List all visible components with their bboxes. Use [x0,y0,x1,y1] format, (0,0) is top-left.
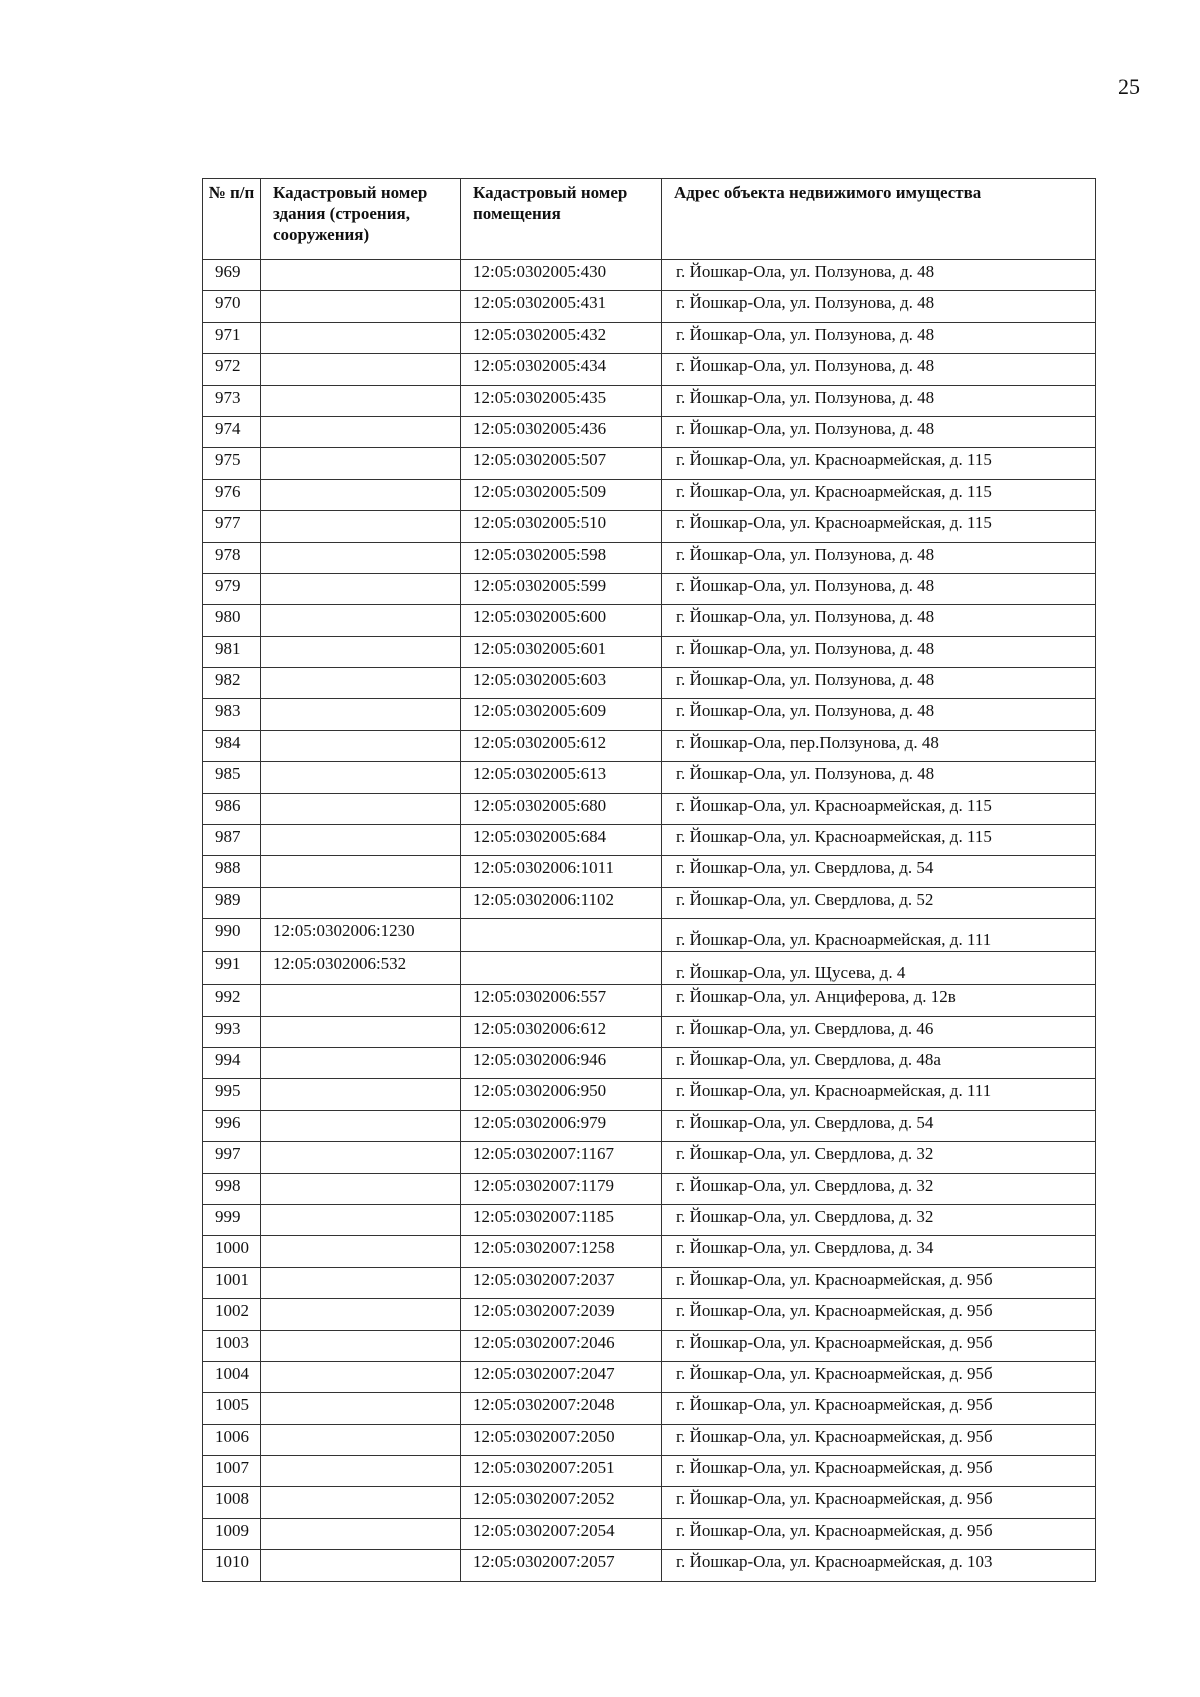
row-number: 994 [203,1047,261,1078]
object-address: г. Йошкар-Ола, ул. Красноармейская, д. 115 [662,825,1096,856]
room-cadastral-number: 12:05:0302007:2039 [461,1299,662,1330]
row-number: 983 [203,699,261,730]
room-cadastral-number: 12:05:0302005:431 [461,291,662,322]
room-cadastral-number: 12:05:0302005:612 [461,730,662,761]
object-address: г. Йошкар-Ола, ул. Красноармейская, д. 115 [662,448,1096,479]
room-cadastral-number: 12:05:0302005:510 [461,511,662,542]
building-cadastral-number [261,699,461,730]
object-address: г. Йошкар-Ола, ул. Свердлова, д. 32 [662,1142,1096,1173]
table-row [203,1424,1096,1455]
object-address: г. Йошкар-Ола, ул. Свердлова, д. 34 [662,1236,1096,1267]
object-address: г. Йошкар-Ола, пер.Ползунова, д. 48 [662,730,1096,761]
row-number: 999 [203,1204,261,1235]
table-row [203,479,1096,510]
building-cadastral-number [261,887,461,918]
room-cadastral-number: 12:05:0302007:2057 [461,1550,662,1581]
table-row [203,291,1096,322]
building-cadastral-number [261,1424,461,1455]
object-address: г. Йошкар-Ола, ул. Щусева, д. 4 [662,952,1096,985]
building-cadastral-number [261,985,461,1016]
building-cadastral-number [261,291,461,322]
row-number: 1003 [203,1330,261,1361]
row-number: 993 [203,1016,261,1047]
object-address: г. Йошкар-Ола, ул. Ползунова, д. 48 [662,416,1096,447]
building-cadastral-number [261,605,461,636]
table-row [203,793,1096,824]
header-building-cadastral: Кадастровый номер здания (строения, сооружения) [261,179,461,260]
row-number: 978 [203,542,261,573]
room-cadastral-number: 12:05:0302005:599 [461,573,662,604]
room-cadastral-number: 12:05:0302005:603 [461,668,662,699]
row-number: 972 [203,354,261,385]
header-address: Адрес объекта недвижимого имущества [662,179,1096,260]
room-cadastral-number: 12:05:0302005:609 [461,699,662,730]
header-number: № п/п [203,179,261,260]
room-cadastral-number: 12:05:0302006:950 [461,1079,662,1110]
room-cadastral-number: 12:05:0302005:601 [461,636,662,667]
object-address: г. Йошкар-Ола, ул. Красноармейская, д. 95б [662,1330,1096,1361]
row-number: 991 [203,952,261,985]
table-row [203,1016,1096,1047]
object-address: г. Йошкар-Ола, ул. Ползунова, д. 48 [662,322,1096,353]
table-row [203,1330,1096,1361]
row-number: 992 [203,985,261,1016]
table-row [203,887,1096,918]
table-row [203,1079,1096,1110]
table-row [203,668,1096,699]
building-cadastral-number [261,856,461,887]
table-row [203,762,1096,793]
object-address: г. Йошкар-Ола, ул. Красноармейская, д. 111 [662,1079,1096,1110]
table-row [203,919,1096,952]
table-row [203,1173,1096,1204]
building-cadastral-number [261,385,461,416]
object-address: г. Йошкар-Ола, ул. Красноармейская, д. 95б [662,1424,1096,1455]
building-cadastral-number [261,1079,461,1110]
room-cadastral-number: 12:05:0302005:435 [461,385,662,416]
building-cadastral-number [261,1110,461,1141]
table-row [203,322,1096,353]
row-number: 976 [203,479,261,510]
row-number: 1004 [203,1361,261,1392]
room-cadastral-number: 12:05:0302007:2048 [461,1393,662,1424]
table-row [203,1204,1096,1235]
row-number: 1010 [203,1550,261,1581]
table-row [203,1550,1096,1581]
property-table [202,178,1096,1582]
object-address: г. Йошкар-Ола, ул. Анциферова, д. 12в [662,985,1096,1016]
row-number: 979 [203,573,261,604]
row-number: 971 [203,322,261,353]
object-address: г. Йошкар-Ола, ул. Красноармейская, д. 115 [662,479,1096,510]
table-row [203,1110,1096,1141]
room-cadastral-number: 12:05:0302006:557 [461,985,662,1016]
object-address: г. Йошкар-Ола, ул. Красноармейская, д. 115 [662,511,1096,542]
room-cadastral-number [461,919,662,952]
room-cadastral-number: 12:05:0302006:1102 [461,887,662,918]
building-cadastral-number [261,1016,461,1047]
table-row [203,1047,1096,1078]
row-number: 1002 [203,1299,261,1330]
row-number: 986 [203,793,261,824]
row-number: 997 [203,1142,261,1173]
room-cadastral-number: 12:05:0302005:436 [461,416,662,447]
table-row [203,573,1096,604]
object-address: г. Йошкар-Ола, ул. Ползунова, д. 48 [662,354,1096,385]
building-cadastral-number [261,1456,461,1487]
object-address: г. Йошкар-Ола, ул. Свердлова, д. 32 [662,1204,1096,1235]
building-cadastral-number [261,573,461,604]
building-cadastral-number [261,1267,461,1298]
object-address: г. Йошкар-Ола, ул. Красноармейская, д. 111 [662,919,1096,952]
room-cadastral-number: 12:05:0302005:432 [461,322,662,353]
table-row [203,448,1096,479]
object-address: г. Йошкар-Ола, ул. Ползунова, д. 48 [662,699,1096,730]
building-cadastral-number [261,636,461,667]
table-body [203,260,1096,1582]
table-row [203,1267,1096,1298]
table-row [203,1518,1096,1549]
object-address: г. Йошкар-Ола, ул. Красноармейская, д. 95б [662,1361,1096,1392]
object-address: г. Йошкар-Ола, ул. Ползунова, д. 48 [662,573,1096,604]
row-number: 977 [203,511,261,542]
room-cadastral-number: 12:05:0302007:2054 [461,1518,662,1549]
room-cadastral-number: 12:05:0302007:2051 [461,1456,662,1487]
room-cadastral-number: 12:05:0302007:2037 [461,1267,662,1298]
table-row [203,856,1096,887]
row-number: 998 [203,1173,261,1204]
row-number: 995 [203,1079,261,1110]
object-address: г. Йошкар-Ола, ул. Красноармейская, д. 95б [662,1518,1096,1549]
building-cadastral-number [261,730,461,761]
table-row [203,1299,1096,1330]
room-cadastral-number: 12:05:0302007:2050 [461,1424,662,1455]
building-cadastral-number [261,1047,461,1078]
object-address: г. Йошкар-Ола, ул. Ползунова, д. 48 [662,762,1096,793]
building-cadastral-number [261,668,461,699]
room-cadastral-number: 12:05:0302007:1258 [461,1236,662,1267]
room-cadastral-number: 12:05:0302007:2046 [461,1330,662,1361]
table-row [203,636,1096,667]
object-address: г. Йошкар-Ола, ул. Свердлова, д. 48а [662,1047,1096,1078]
row-number: 987 [203,825,261,856]
object-address: г. Йошкар-Ола, ул. Красноармейская, д. 95б [662,1487,1096,1518]
table-row [203,605,1096,636]
room-cadastral-number: 12:05:0302007:1185 [461,1204,662,1235]
row-number: 980 [203,605,261,636]
object-address: г. Йошкар-Ола, ул. Ползунова, д. 48 [662,291,1096,322]
object-address: г. Йошкар-Ола, ул. Красноармейская, д. 95б [662,1299,1096,1330]
building-cadastral-number [261,1361,461,1392]
room-cadastral-number: 12:05:0302007:1167 [461,1142,662,1173]
row-number: 975 [203,448,261,479]
room-cadastral-number: 12:05:0302005:430 [461,260,662,291]
object-address: г. Йошкар-Ола, ул. Свердлова, д. 54 [662,856,1096,887]
room-cadastral-number: 12:05:0302006:612 [461,1016,662,1047]
building-cadastral-number [261,825,461,856]
table-row [203,1236,1096,1267]
table-row [203,511,1096,542]
table-row [203,699,1096,730]
table-row [203,985,1096,1016]
table-row [203,1456,1096,1487]
building-cadastral-number [261,354,461,385]
object-address: г. Йошкар-Ола, ул. Красноармейская, д. 95б [662,1393,1096,1424]
building-cadastral-number [261,1550,461,1581]
room-cadastral-number: 12:05:0302005:680 [461,793,662,824]
row-number: 1000 [203,1236,261,1267]
row-number: 985 [203,762,261,793]
row-number: 1001 [203,1267,261,1298]
building-cadastral-number [261,1204,461,1235]
room-cadastral-number: 12:05:0302005:509 [461,479,662,510]
row-number: 970 [203,291,261,322]
row-number: 1007 [203,1456,261,1487]
object-address: г. Йошкар-Ола, ул. Свердлова, д. 54 [662,1110,1096,1141]
table-row [203,825,1096,856]
object-address: г. Йошкар-Ола, ул. Красноармейская, д. 103 [662,1550,1096,1581]
row-number: 990 [203,919,261,952]
room-cadastral-number: 12:05:0302005:598 [461,542,662,573]
building-cadastral-number [261,1518,461,1549]
row-number: 1006 [203,1424,261,1455]
row-number: 969 [203,260,261,291]
room-cadastral-number [461,952,662,985]
row-number: 996 [203,1110,261,1141]
table-row [203,1487,1096,1518]
building-cadastral-number [261,511,461,542]
table-row [203,354,1096,385]
building-cadastral-number [261,762,461,793]
building-cadastral-number [261,322,461,353]
table-row [203,542,1096,573]
table-row [203,385,1096,416]
table-header-row [203,179,1096,260]
object-address: г. Йошкар-Ола, ул. Ползунова, д. 48 [662,542,1096,573]
table-row [203,416,1096,447]
building-cadastral-number [261,1142,461,1173]
room-cadastral-number: 12:05:0302006:979 [461,1110,662,1141]
room-cadastral-number: 12:05:0302005:507 [461,448,662,479]
building-cadastral-number [261,793,461,824]
row-number: 1005 [203,1393,261,1424]
object-address: г. Йошкар-Ола, ул. Красноармейская, д. 95б [662,1456,1096,1487]
object-address: г. Йошкар-Ола, ул. Свердлова, д. 46 [662,1016,1096,1047]
room-cadastral-number: 12:05:0302006:1011 [461,856,662,887]
room-cadastral-number: 12:05:0302005:613 [461,762,662,793]
object-address: г. Йошкар-Ола, ул. Ползунова, д. 48 [662,636,1096,667]
object-address: г. Йошкар-Ола, ул. Красноармейская, д. 95б [662,1267,1096,1298]
building-cadastral-number [261,479,461,510]
object-address: г. Йошкар-Ола, ул. Свердлова, д. 32 [662,1173,1096,1204]
building-cadastral-number [261,542,461,573]
table-row [203,730,1096,761]
object-address: г. Йошкар-Ола, ул. Ползунова, д. 48 [662,385,1096,416]
room-cadastral-number: 12:05:0302006:946 [461,1047,662,1078]
row-number: 982 [203,668,261,699]
building-cadastral-number: 12:05:0302006:1230 [261,919,461,952]
object-address: г. Йошкар-Ола, ул. Ползунова, д. 48 [662,668,1096,699]
building-cadastral-number: 12:05:0302006:532 [261,952,461,985]
room-cadastral-number: 12:05:0302007:1179 [461,1173,662,1204]
row-number: 973 [203,385,261,416]
building-cadastral-number [261,1487,461,1518]
page-number: 25 [1118,74,1140,99]
building-cadastral-number [261,1393,461,1424]
row-number: 984 [203,730,261,761]
table-row [203,1361,1096,1392]
building-cadastral-number [261,1299,461,1330]
row-number: 1008 [203,1487,261,1518]
building-cadastral-number [261,416,461,447]
building-cadastral-number [261,448,461,479]
building-cadastral-number [261,1330,461,1361]
object-address: г. Йошкар-Ола, ул. Красноармейская, д. 115 [662,793,1096,824]
building-cadastral-number [261,260,461,291]
object-address: г. Йошкар-Ола, ул. Свердлова, д. 52 [662,887,1096,918]
table-row [203,1393,1096,1424]
table-row [203,1142,1096,1173]
room-cadastral-number: 12:05:0302005:434 [461,354,662,385]
row-number: 988 [203,856,261,887]
table-row [203,952,1096,985]
header-room-cadastral: Кадастровый номер помещения [461,179,662,260]
row-number: 974 [203,416,261,447]
building-cadastral-number [261,1173,461,1204]
object-address: г. Йошкар-Ола, ул. Ползунова, д. 48 [662,260,1096,291]
room-cadastral-number: 12:05:0302007:2047 [461,1361,662,1392]
row-number: 981 [203,636,261,667]
row-number: 989 [203,887,261,918]
building-cadastral-number [261,1236,461,1267]
room-cadastral-number: 12:05:0302007:2052 [461,1487,662,1518]
room-cadastral-number: 12:05:0302005:684 [461,825,662,856]
object-address: г. Йошкар-Ола, ул. Ползунова, д. 48 [662,605,1096,636]
room-cadastral-number: 12:05:0302005:600 [461,605,662,636]
table-row [203,260,1096,291]
row-number: 1009 [203,1518,261,1549]
